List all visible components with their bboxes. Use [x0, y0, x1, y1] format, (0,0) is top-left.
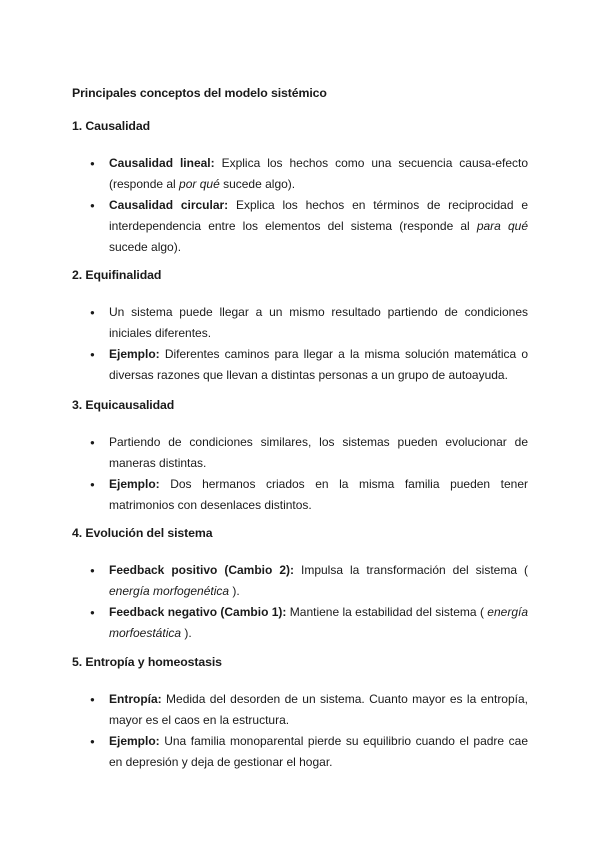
bullet-list [72, 432, 528, 516]
list-item [72, 344, 528, 386]
item-bold: Feedback negativo (Cambio 1): [109, 605, 287, 619]
item-text: Partiendo de condiciones similares, los sistemas pueden evolucionar de maneras distintas. [109, 435, 528, 470]
list-item [72, 731, 528, 773]
item-bold: Causalidad circular: [109, 198, 229, 212]
item-text: Explica los hechos en términos de reciprocidad e interdependencia entre los elementos del sistema (responde al [109, 198, 528, 233]
bullet-list [72, 560, 528, 644]
list-item [72, 153, 528, 195]
item-text: Un sistema puede llegar a un mismo resultado partiendo de condiciones iniciales diferentes. [109, 305, 528, 340]
item-text: Una familia monoparental pierde su equilibrio cuando el padre cae en depresión y deja de gestionar el hogar. [109, 734, 528, 769]
item-text: Dos hermanos criados en la misma familia pueden tener matrimonios con desenlaces distintos. [109, 477, 528, 512]
section-equicausalidad [72, 398, 528, 516]
item-italic: para qué [476, 219, 528, 233]
item-bold: Entropía: [109, 692, 162, 706]
item-text-end: sucede algo). [109, 240, 182, 254]
item-text-end: ). [229, 584, 240, 598]
item-italic: energía morfogenética [109, 584, 230, 598]
section-heading: 3. Equicausalidad [72, 398, 175, 412]
item-text: Medida del desorden de un sistema. Cuanto mayor es la entropía, mayor es el caos en la estructura. [109, 692, 528, 727]
item-text: Mantiene la estabilidad del sistema ( [286, 605, 488, 619]
item-bold: Causalidad lineal: [109, 156, 215, 170]
section-equifinalidad [72, 268, 528, 386]
item-bold: Ejemplo: [109, 734, 160, 748]
list-item [72, 302, 528, 344]
item-text: Explica los hechos como una secuencia causa-efecto (responde al [109, 156, 529, 191]
section-heading: 4. Evolución del sistema [72, 526, 213, 540]
item-italic: energía morfoestática [109, 605, 528, 640]
list-item [72, 689, 528, 731]
bullet-list [72, 689, 528, 773]
section-evolucion [72, 526, 528, 644]
bullet-list [72, 153, 528, 258]
bullet-list [72, 302, 528, 386]
item-bold: Feedback positivo (Cambio 2): [109, 563, 294, 577]
list-item [72, 560, 528, 602]
item-text-end: sucede algo). [219, 177, 296, 191]
item-bold: Ejemplo: [109, 477, 160, 491]
section-heading: 2. Equifinalidad [72, 268, 162, 282]
section-entropia [72, 655, 528, 773]
item-text: Diferentes caminos para llegar a la misma solución matemática o diversas razones que llevan a distintas personas a un grupo de autoayuda. [109, 347, 528, 382]
item-text-end: ). [181, 626, 192, 640]
item-italic: por qué [179, 177, 220, 191]
item-text: Impulsa la transformación del sistema ( [294, 563, 528, 577]
item-bold: Ejemplo: [109, 347, 160, 361]
section-heading: 5. Entropía y homeostasis [72, 655, 222, 669]
list-item [72, 602, 528, 644]
list-item [72, 474, 528, 516]
list-item [72, 432, 528, 474]
section-heading: 1. Causalidad [72, 119, 150, 133]
document-title: Principales conceptos del modelo sistémico [72, 86, 327, 100]
section-causalidad [72, 119, 528, 258]
list-item [72, 195, 528, 258]
